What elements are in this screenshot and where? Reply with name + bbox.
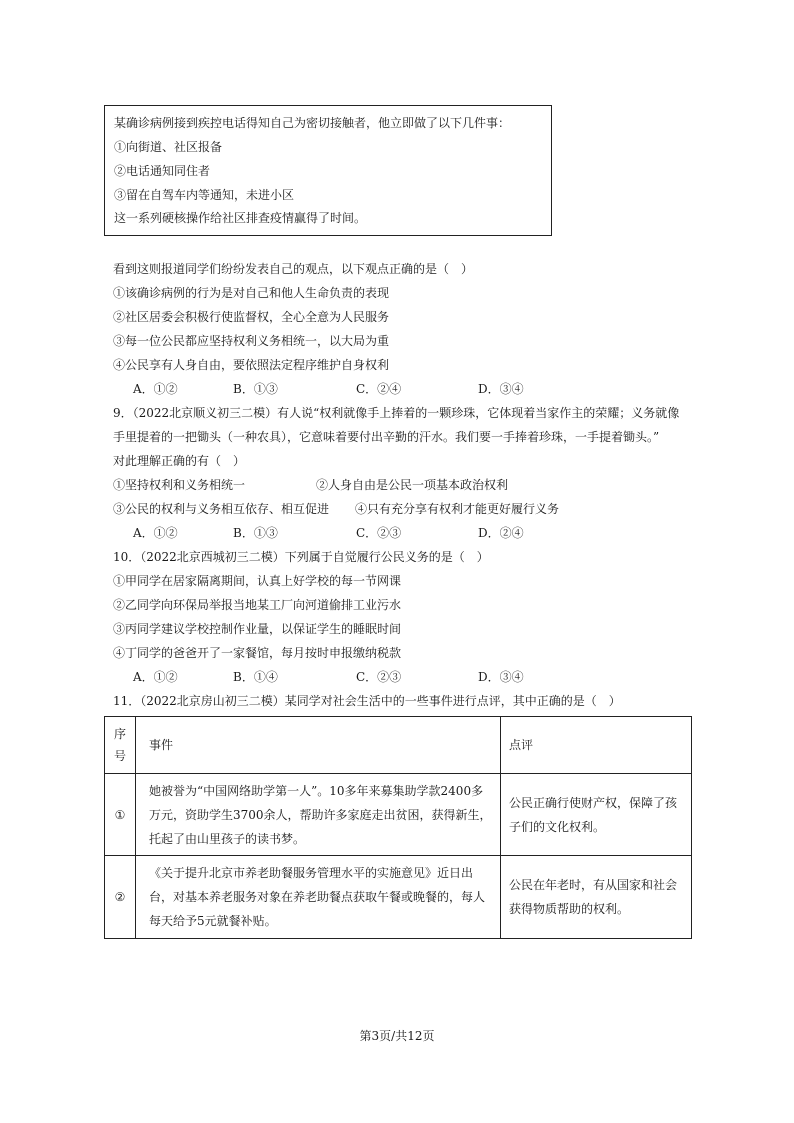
passage-line: 这一系列硬核操作给社区排查疫情赢得了时间。 [114,211,367,225]
q8-option-a[interactable]: A．①② [133,382,178,396]
q9-item: ③公民的权利与义务相互依存、相互促进 [113,502,330,516]
header-event: 事件 [136,717,501,774]
q8-item: ④公民享有人身自由，要依照法定程序维护自身权利 [113,358,390,372]
q11-stem: 11．（2022北京房山初三二模）某同学对社会生活中的一些事件进行点评，其中正确的是（ ） [113,694,621,708]
q9-stem-line: 9．（2022北京顺义初三二模）有人说“权利就像手上捧着的一颗珍珠，它体现着当家作主的荣耀；义务就像 [113,406,680,420]
table-row [105,774,692,856]
q10-option-d[interactable]: D．③④ [478,670,524,684]
q9-option-b[interactable]: B．①③ [233,526,278,540]
header-number [105,717,136,774]
q10-option-c[interactable]: C．②③ [356,670,402,684]
q8-stem: 看到这则报道同学们纷纷发表自己的观点，以下观点正确的是（ ） [113,262,474,276]
q9-item: ①坚持权利和义务相统一 [113,478,246,492]
passage-line: 某确诊病例接到疾控电话得知自己为密切接触者，他立即做了以下几件事： [114,116,511,130]
news-passage-box [104,105,552,236]
q10-stem: 10．（2022北京西城初三二模）下列属于自觉履行公民义务的是（ ） [113,550,489,564]
q9-option-d[interactable]: D．②④ [478,526,524,540]
row-number: ② [105,856,136,939]
row-comment: 公民在年老时，有从国家和社会获得物质帮助的权利。 [501,856,692,939]
q9-item: ②人身自由是公民一项基本政治权利 [316,478,509,492]
q8-option-d[interactable]: D．③④ [478,382,524,396]
header-comment: 点评 [501,717,692,774]
q10-item: ③丙同学建议学校控制作业量，以保证学生的睡眠时间 [113,622,402,636]
row-event: 她被誉为“中国网络助学第一人”。10多年来募集助学款2400多万元，资助学生3700余人，帮助许多家庭走出贫困，获得新生，托起了由山里孩子的读书梦。 [136,774,501,856]
table-row [105,856,692,939]
q8-option-b[interactable]: B．①③ [233,382,278,396]
q10-item: ④丁同学的爸爸开了一家餐馆，每月按时申报缴纳税款 [113,646,402,660]
q9-option-a[interactable]: A．①② [133,526,178,540]
q8-item: ③每一位公民都应坚持权利义务相统一，以大局为重 [113,334,390,348]
row-event: 《关于提升北京市养老助餐服务管理水平的实施意见》近日出台，对基本养老服务对象在养老助餐点获取午餐或晚餐的，每人每天给予5元就餐补贴。 [136,856,501,939]
q10-option-b[interactable]: B．①④ [233,670,278,684]
passage-line: ②电话通知同住者 [114,164,211,178]
q9-item: ④只有充分享有权利才能更好履行义务 [355,502,560,516]
q9-stem-line: 手里提着的一把锄头（一种农具），它意味着要付出辛勤的汗水。我们要一手捧着珍珠，一手提着锄头。” [113,430,660,444]
q11-event-table [104,716,692,939]
row-comment: 公民正确行使财产权，保障了孩子们的文化权利。 [501,774,692,856]
passage-line: ①向街道、社区报备 [114,140,223,154]
page-number-footer: 第3页/共12页 [359,1029,435,1043]
q8-option-c[interactable]: C．②④ [356,382,402,396]
q9-option-c[interactable]: C．②③ [356,526,402,540]
q10-option-a[interactable]: A．①② [133,670,178,684]
q10-item: ①甲同学在居家隔离期间，认真上好学校的每一节网课 [113,574,402,588]
q8-item: ②社区居委会积极行使监督权，全心全意为人民服务 [113,310,390,324]
row-number: ① [105,774,136,856]
q8-item: ①该确诊病例的行为是对自己和他人生命负责的表现 [113,286,390,300]
header-number-text: 序号 [113,727,126,763]
q10-item: ②乙同学向环保局举报当地某工厂向河道偷排工业污水 [113,598,402,612]
passage-line: ③留在自驾车内等通知，未进小区 [114,188,295,202]
table-header-row [105,717,692,774]
q9-stem-line: 对此理解正确的有（ ） [113,454,246,468]
